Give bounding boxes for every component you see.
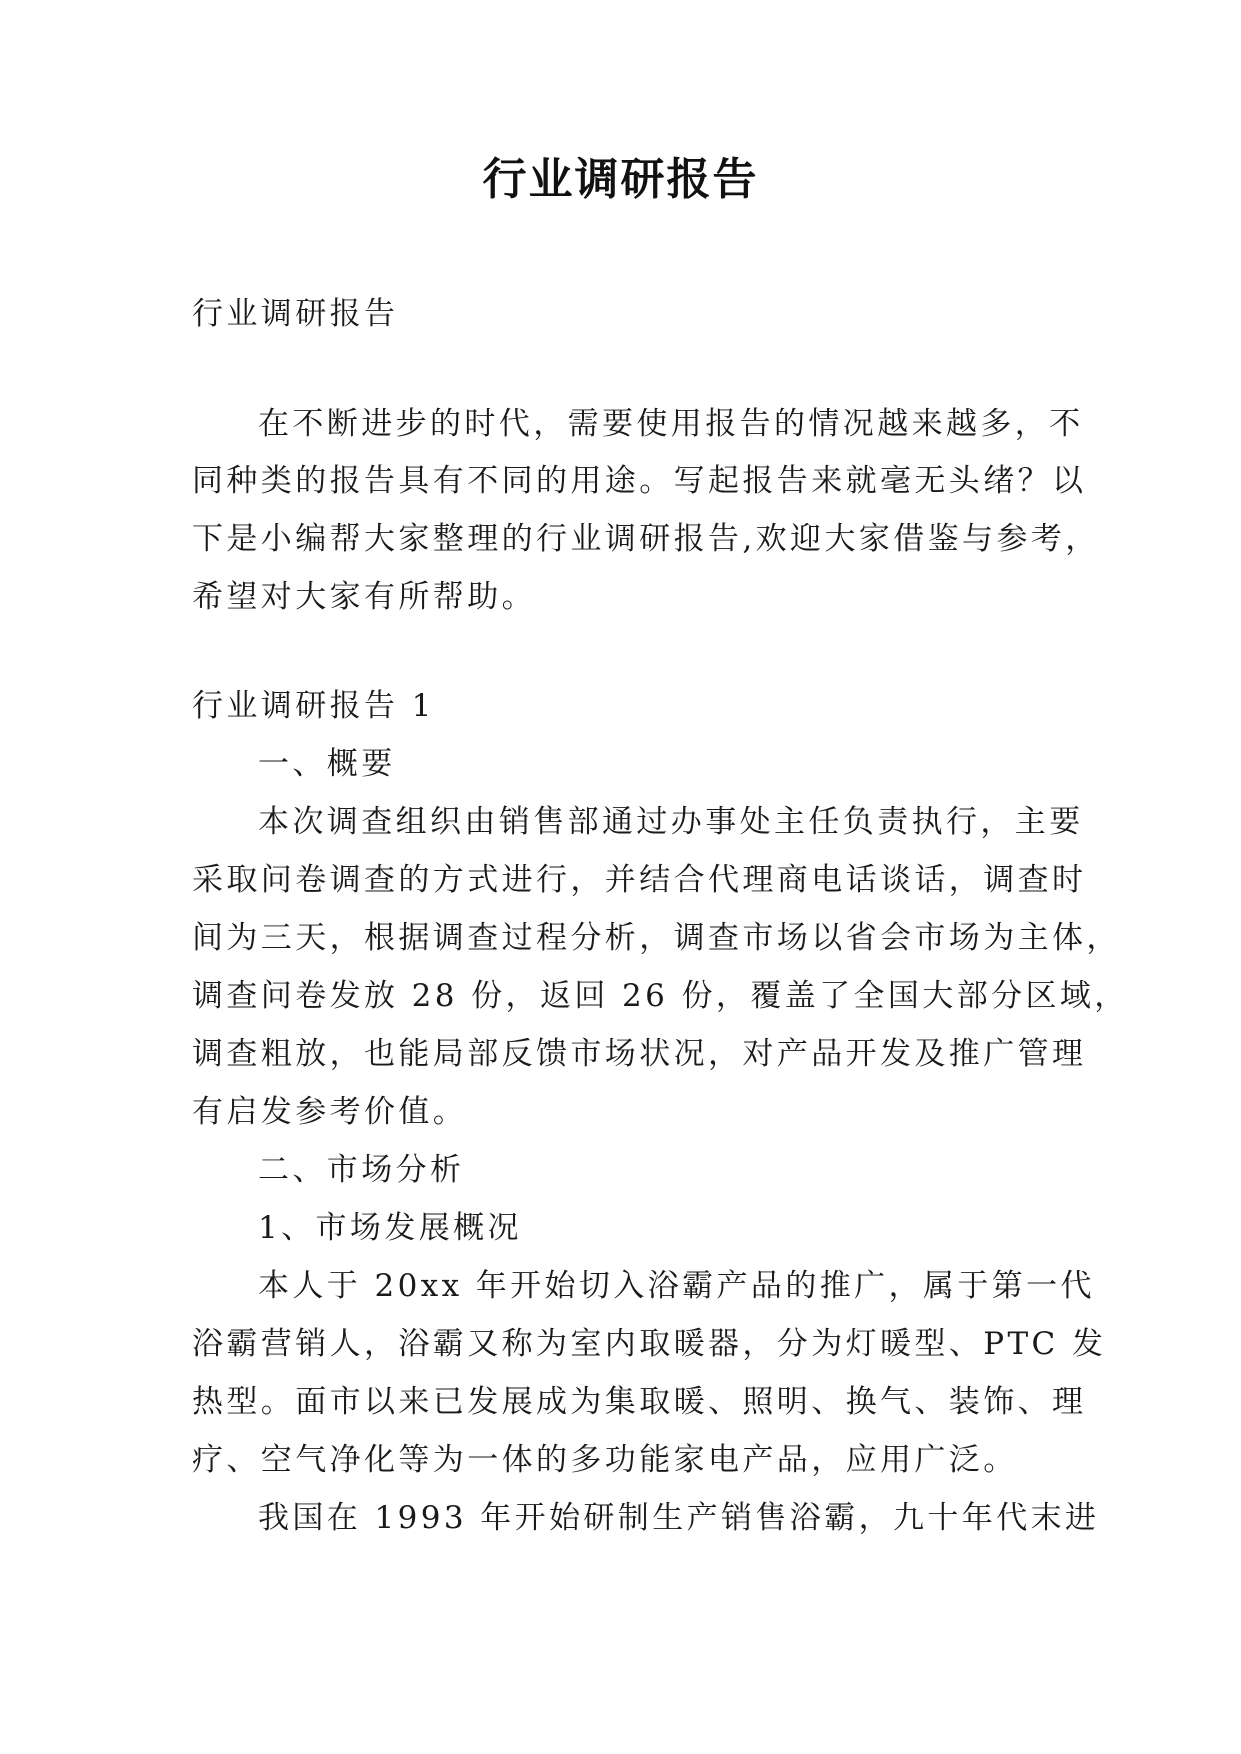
document-subtitle: 行业调研报告	[192, 296, 399, 332]
document-title: 行业调研报告	[482, 154, 759, 205]
intro-line-1: 在不断进步的时代，需要使用报告的情况越来越多，不	[258, 406, 1084, 442]
para-1-line-1: 本次调查组织由销售部通过办事处主任负责执行，主要	[258, 804, 1084, 840]
para-2-line-3: 热型。面市以来已发展成为集取暖、照明、换气、装饰、理	[192, 1384, 1087, 1420]
heading-market-overview: 1、市场发展概况	[258, 1210, 522, 1246]
para-1-line-2: 采取问卷调查的方式进行，并结合代理商电话谈话，调查时	[192, 862, 1087, 898]
heading-overview: 一、概要	[258, 746, 396, 782]
intro-line-2: 同种类的报告具有不同的用途。写起报告来就毫无头绪？以	[192, 463, 1087, 499]
intro-line-4: 希望对大家有所帮助。	[192, 579, 536, 615]
para-2-line-1: 本人于 20xx 年开始切入浴霸产品的推广，属于第一代	[258, 1268, 1095, 1304]
para-1-line-5: 调查粗放，也能局部反馈市场状况，对产品开发及推广管理	[192, 1036, 1087, 1072]
intro-line-3: 下是小编帮大家整理的行业调研报告,欢迎大家借鉴与参考，	[192, 521, 1100, 557]
para-2-line-4: 疗、空气净化等为一体的多功能家电产品，应用广泛。	[192, 1442, 1018, 1478]
section-title: 行业调研报告 1	[192, 688, 435, 724]
para-1-line-6: 有启发参考价值。	[192, 1094, 468, 1130]
para-1-line-4: 调查问卷发放 28 份，返回 26 份，覆盖了全国大部分区域，	[192, 978, 1129, 1014]
heading-market-analysis: 二、市场分析	[258, 1152, 465, 1188]
para-2-line-2: 浴霸营销人，浴霸又称为室内取暖器，分为灯暖型、PTC 发	[192, 1326, 1107, 1362]
para-1-line-3: 间为三天，根据调查过程分析，调查市场以省会市场为主体，	[192, 920, 1121, 956]
para-3-line-1: 我国在 1993 年开始研制生产销售浴霸，九十年代末进	[258, 1500, 1100, 1536]
